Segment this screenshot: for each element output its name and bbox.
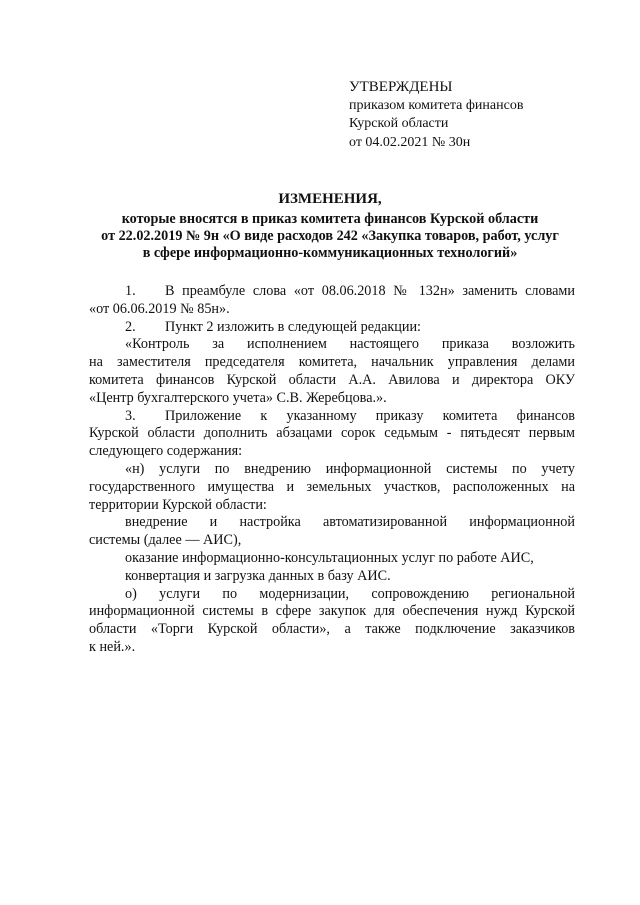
approval-region-line: Курской области <box>349 116 449 131</box>
approval-stamp <box>349 78 619 152</box>
item-3-line-3: следующего содержания: <box>89 443 243 460</box>
document-body <box>89 283 575 657</box>
document-title <box>80 191 580 262</box>
approval-order-line: приказом комитета финансов <box>349 97 524 113</box>
item-3-line-1: Приложение к указанному приказу комитета финансов <box>165 407 575 424</box>
title-main: ИЗМЕНЕНИЯ, <box>278 191 382 207</box>
subitem-o-line-1: о) услуги по модернизации, сопровождению региональной <box>125 585 575 602</box>
title-line-2: от 22.02.2019 № 9н «О виде расходов 242 «Закупка товаров, работ, услуг <box>101 228 559 244</box>
item-1-number: 1. <box>125 283 136 299</box>
consulting-line: оказание информационно-консультационных услуг по работе АИС, <box>125 549 534 566</box>
implementation-line-2: системы (далее — АИС), <box>89 532 242 549</box>
approval-heading: УТВЕРЖДЕНЫ <box>349 79 453 95</box>
item-3-line-2: Курской области дополнить абзацами сорок седьмым - пятьдесят первым <box>89 425 575 442</box>
item-3-number: 3. <box>125 407 136 424</box>
item-1-line-2: «от 06.06.2019 № 85н». <box>89 300 230 317</box>
item-2 <box>89 319 575 337</box>
conversion-line: конвертация и загрузка данных в базу АИС. <box>125 567 391 584</box>
quote-line-1: «Контроль за исполнением настоящего приказа возложить <box>125 336 575 353</box>
subitem-n-line-2: государственного имущества и земельных участков, расположенных на <box>89 478 575 495</box>
item-1-line-1: В преамбуле слова «от 08.06.2018 № 132н» заменить словами <box>165 283 575 299</box>
item-2-number: 2. <box>125 318 136 335</box>
implementation-line-1: внедрение и настройка автоматизированной информационной <box>125 514 575 531</box>
subitem-o-line-4: к ней.». <box>89 638 136 655</box>
quote-line-4: «Центр бухгалтерского учета» С.В. Жеребцова.». <box>89 389 387 406</box>
title-line-3: в сфере информационно-коммуникационных технологий» <box>142 245 518 261</box>
item-3 <box>89 408 575 426</box>
quote-line-2: на заместителя председателя комитета, начальник управления делами <box>89 354 575 371</box>
item-1 <box>89 283 575 301</box>
subitem-n-line-3: территории Курской области: <box>89 496 267 513</box>
item-2-text: Пункт 2 изложить в следующей редакции: <box>165 318 421 335</box>
approval-date-line: от 04.02.2021 № 30н <box>349 134 471 150</box>
subitem-o-line-3: области «Торги Курской области», а также подключение заказчиков <box>89 621 575 638</box>
title-line-1: которые вносятся в приказ комитета финансов Курской области <box>121 211 539 227</box>
subitem-n-line-1: «н) услуги по внедрению информационной системы по учету <box>125 460 575 477</box>
subitem-o-line-2: информационной системы в сфере закупок для обеспечения нужд Курской <box>89 603 575 620</box>
quote-line-3: комитета финансов Курской области А.А. Авилова и директора ОКУ <box>89 371 575 388</box>
